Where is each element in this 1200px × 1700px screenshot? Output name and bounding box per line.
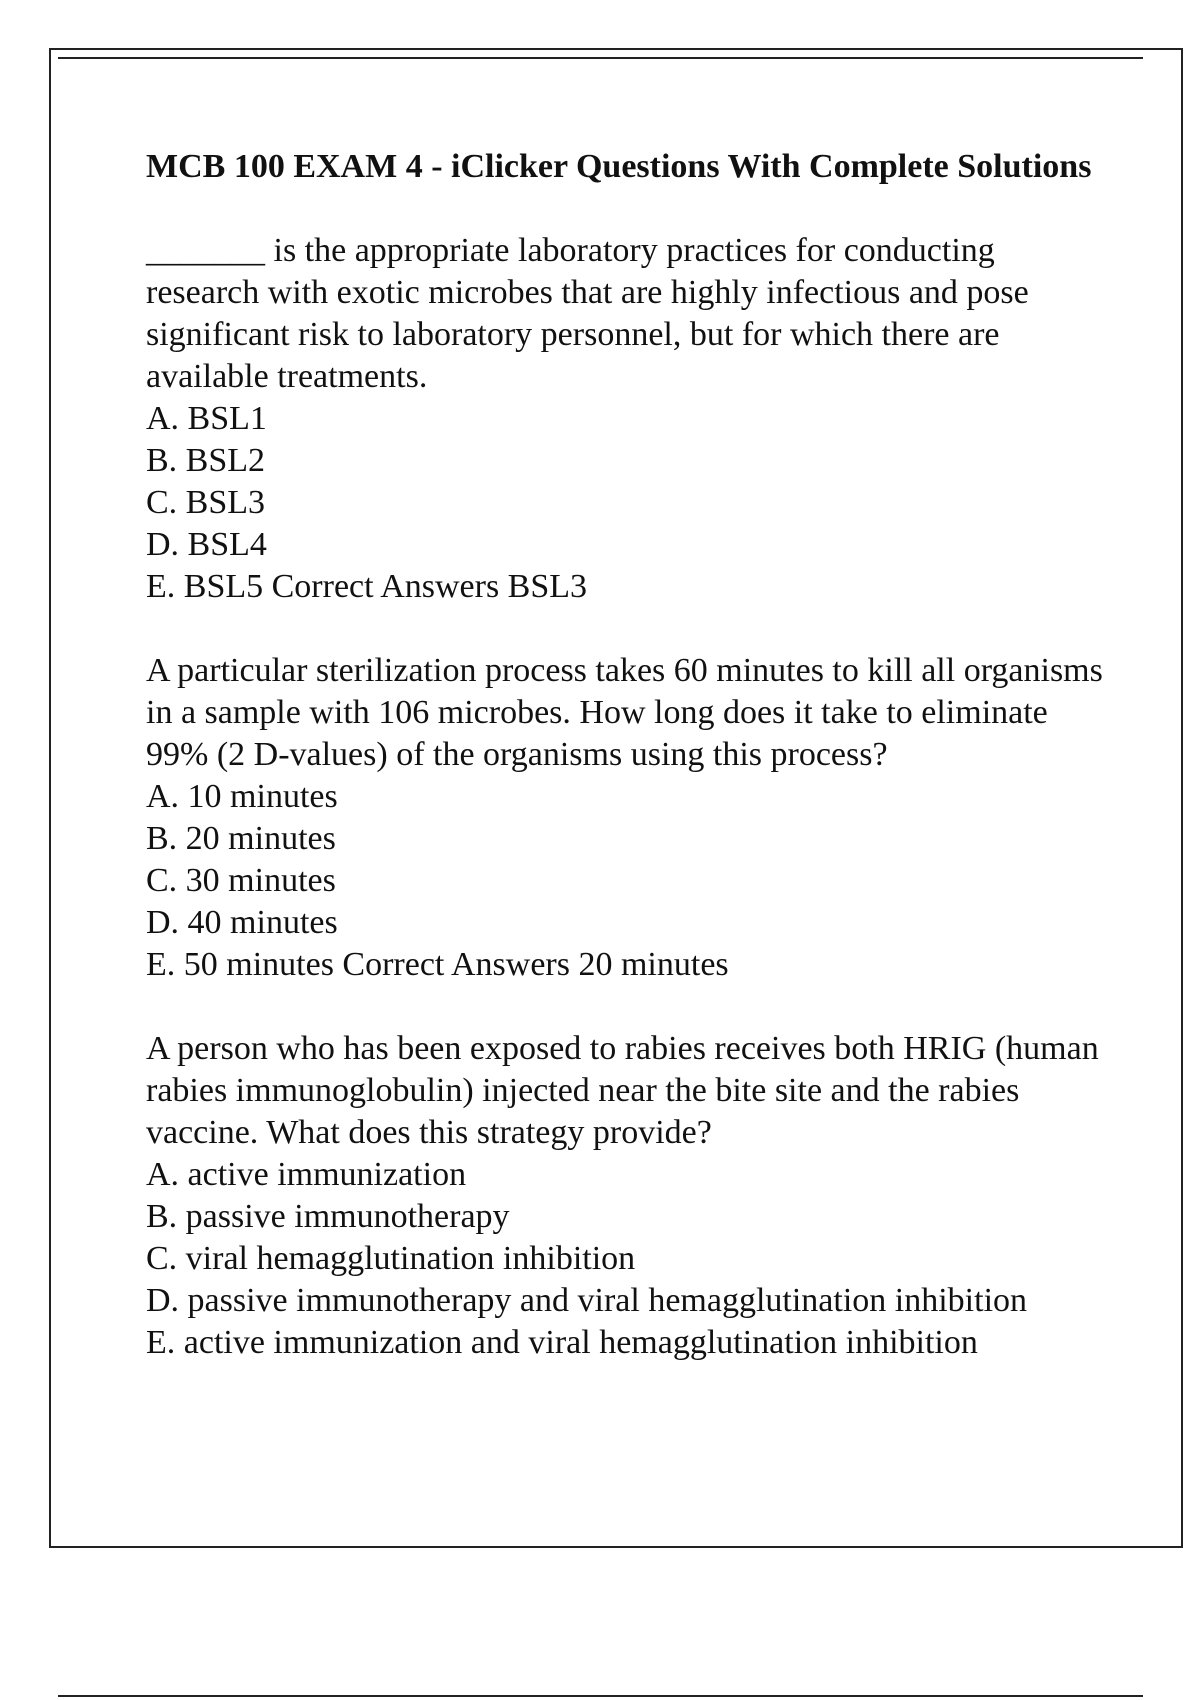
question-option: C. 30 minutes [146, 862, 336, 899]
question-stem: A person who has been exposed to rabies receives both HRIG (human rabies immunoglobulin) injected near the bite site and the rabies vaccine. What does this strategy provide? [146, 1030, 1099, 1151]
document-content [146, 146, 1106, 1406]
question-option: B. passive immunotherapy [146, 1198, 510, 1235]
question-option: D. BSL4 [146, 526, 267, 563]
question-option: A. BSL1 [146, 400, 267, 437]
question-option-with-answer: E. BSL5 Correct Answers BSL3 [146, 568, 588, 605]
document-title: MCB 100 EXAM 4 - iClicker Questions With Complete Solutions [146, 148, 1092, 185]
bottom-rule [58, 1695, 1143, 1697]
question-option: C. BSL3 [146, 484, 266, 521]
question-option: D. 40 minutes [146, 904, 338, 941]
question-3 [146, 1028, 1106, 1364]
question-option: B. 20 minutes [146, 820, 336, 857]
question-option: E. active immunization and viral hemagglutination inhibition [146, 1324, 978, 1361]
question-option-with-answer: E. 50 minutes Correct Answers 20 minutes [146, 946, 729, 983]
question-2 [146, 650, 1106, 986]
question-stem: A particular sterilization process takes 60 minutes to kill all organisms in a sample with 106 microbes. How long does it take to eliminate 99% (2 D-values) of the organisms using this process? [146, 652, 1103, 773]
question-1 [146, 230, 1106, 608]
question-option: A. active immunization [146, 1156, 467, 1193]
question-stem: _______ is the appropriate laboratory practices for conducting research with exotic microbes that are highly infectious and pose significant risk to laboratory personnel, but for which there are available treatments. [146, 232, 1029, 395]
question-option: A. 10 minutes [146, 778, 338, 815]
question-option: C. viral hemagglutination inhibition [146, 1240, 636, 1277]
question-option: D. passive immunotherapy and viral hemagglutination inhibition [146, 1282, 1028, 1319]
question-option: B. BSL2 [146, 442, 266, 479]
top-rule [58, 57, 1143, 59]
